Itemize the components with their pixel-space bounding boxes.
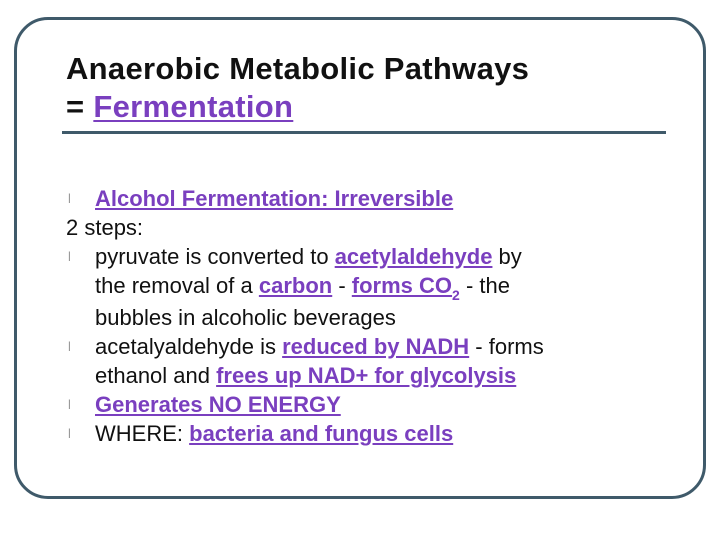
item-text: - (332, 273, 352, 298)
list-item-1 (66, 242, 544, 271)
link-text: forms CO (351, 273, 453, 298)
fermentation-link[interactable]: Fermentation (93, 89, 294, 124)
bullet-icon: l (68, 191, 71, 206)
item-text: by (492, 244, 522, 269)
carbon-link[interactable]: carbon (258, 273, 333, 298)
item-text: the removal of a (95, 273, 259, 298)
bullet-icon: l (68, 426, 71, 441)
item-text: ethanol and (95, 363, 217, 388)
bullet-icon: l (68, 249, 71, 264)
title-prefix: = (66, 89, 94, 124)
list-item-2 (66, 332, 544, 361)
list-item-4 (66, 419, 544, 448)
slide-title (66, 50, 529, 126)
title-divider (62, 131, 666, 134)
forms-co2-link[interactable] (351, 273, 460, 303)
bullet-icon: l (68, 339, 71, 354)
subscript: 2 (452, 287, 460, 303)
list-item-1-cont (66, 271, 544, 303)
list-item-2-cont (66, 361, 544, 390)
item-text: WHERE: (95, 421, 190, 446)
list-item-1-cont2: bubbles in alcoholic beverages (95, 305, 396, 330)
item-text: acetalyaldehyde is (95, 334, 283, 359)
frees-nad-link[interactable]: frees up NAD+ for glycolysis (216, 363, 517, 388)
item-text: pyruvate is converted to (95, 244, 335, 269)
bullet-icon: l (68, 397, 71, 412)
reduced-by-nadh-link[interactable]: reduced by NADH (282, 334, 470, 359)
item-text: - forms (469, 334, 544, 359)
list-item-3 (66, 390, 544, 419)
title-line-1: Anaerobic Metabolic Pathways (66, 51, 530, 86)
acetylaldehyde-link[interactable]: acetylaldehyde (334, 244, 493, 269)
bacteria-fungus-link[interactable]: bacteria and fungus cells (189, 421, 454, 446)
heading-line (66, 184, 544, 213)
item-text: - the (459, 273, 510, 298)
slide-body (66, 184, 544, 448)
alcohol-fermentation-link[interactable]: Alcohol Fermentation: Irreversible (95, 186, 454, 211)
generates-no-energy-link[interactable]: Generates NO ENERGY (95, 392, 341, 417)
title-line-2 (66, 88, 529, 126)
steps-label: 2 steps: (66, 215, 144, 240)
